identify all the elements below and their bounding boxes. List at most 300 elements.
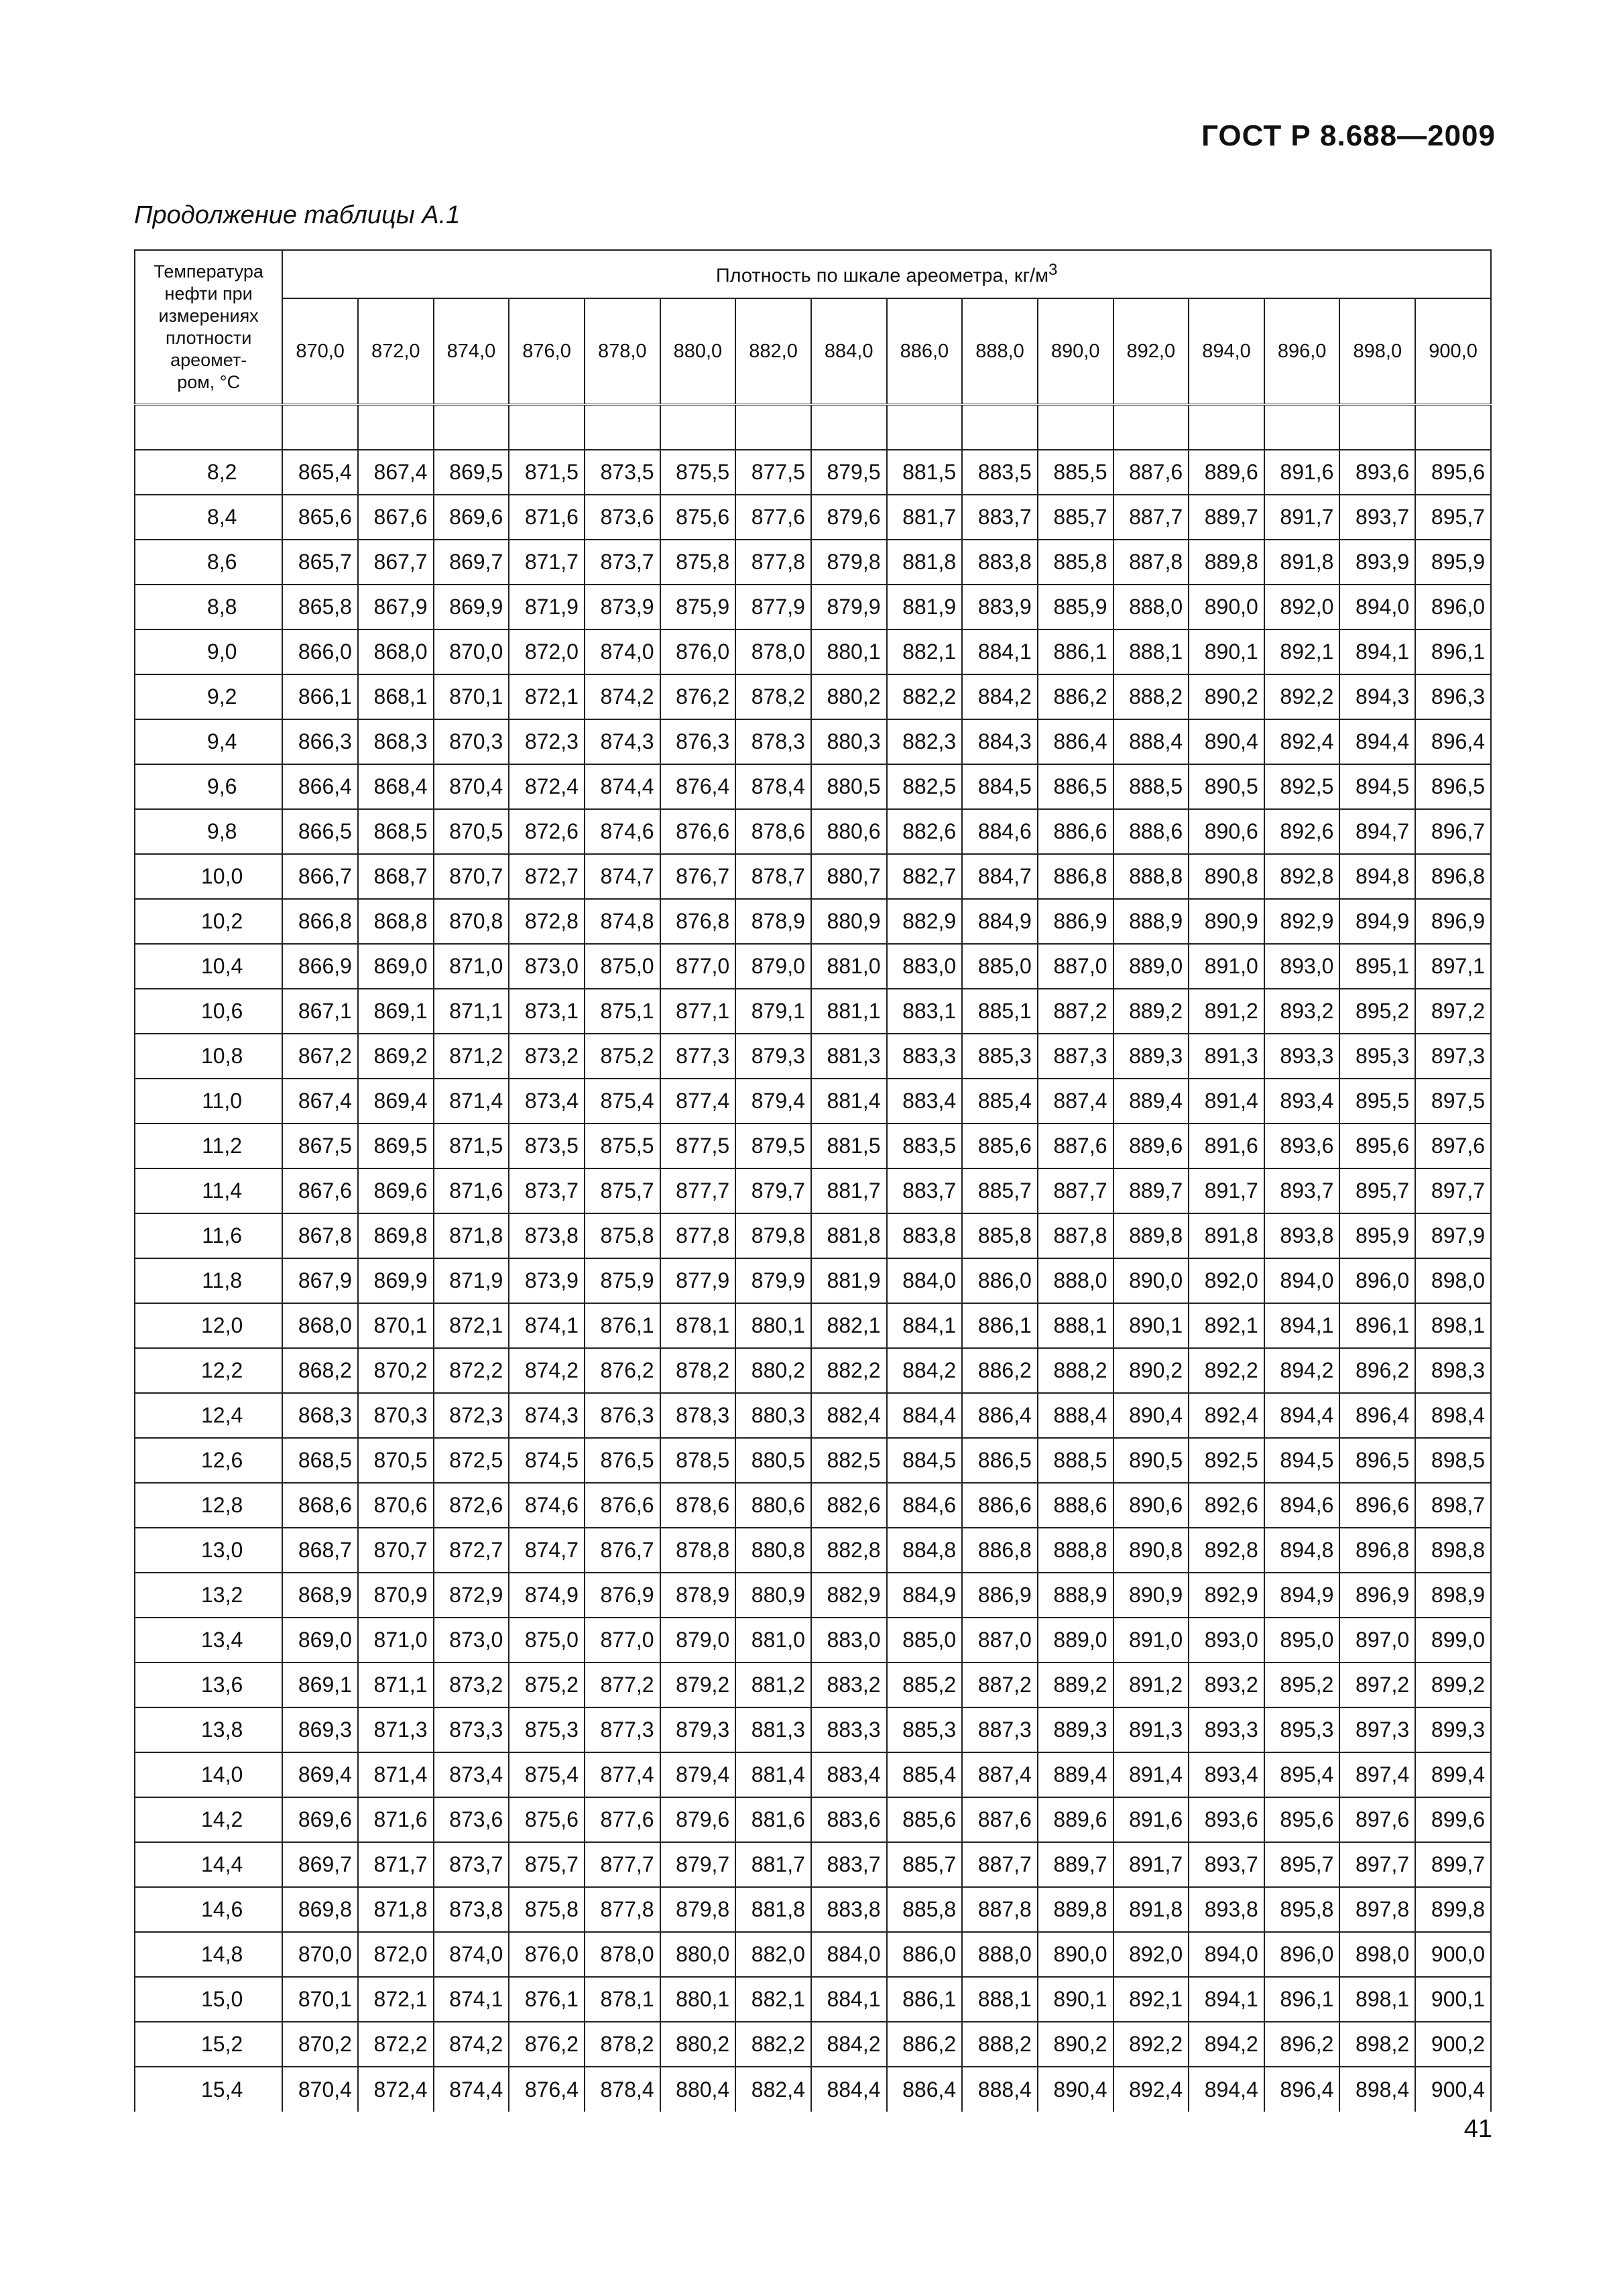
density-cell: 882,6 (811, 1483, 887, 1528)
density-cell: 877,4 (585, 1752, 660, 1797)
density-cell: 869,6 (434, 495, 509, 540)
density-cell: 878,9 (735, 899, 811, 944)
density-cell: 887,0 (1038, 944, 1114, 989)
density-cell: 891,6 (1114, 1797, 1189, 1842)
table-row (135, 854, 1491, 899)
density-cell: 884,1 (811, 1977, 887, 2022)
temp-header-line: ром, °С (177, 372, 241, 392)
temperature-cell: 11,0 (135, 1079, 282, 1124)
density-cell: 895,7 (1339, 1168, 1415, 1213)
density-cell: 870,3 (358, 1393, 434, 1438)
density-cell: 867,1 (282, 989, 358, 1034)
density-cell: 890,6 (1114, 1483, 1189, 1528)
table-row (135, 1483, 1491, 1528)
density-cell: 881,7 (811, 1168, 887, 1213)
density-cell: 889,2 (1114, 989, 1189, 1034)
density-cell: 876,2 (660, 674, 736, 719)
density-cell: 871,6 (358, 1797, 434, 1842)
density-cell: 886,4 (1038, 719, 1114, 764)
density-cell: 895,2 (1339, 989, 1415, 1034)
density-column-header: 870,0 (282, 298, 358, 405)
density-cell: 872,4 (509, 764, 585, 809)
density-cell: 880,2 (660, 2022, 736, 2067)
density-cell: 875,4 (509, 1752, 585, 1797)
density-cell: 873,2 (434, 1663, 509, 1707)
density-cell: 872,2 (358, 2022, 434, 2067)
density-cell: 875,9 (585, 1258, 660, 1303)
density-cell: 888,0 (1038, 1258, 1114, 1303)
temperature-cell: 9,2 (135, 674, 282, 719)
density-cell: 895,0 (1264, 1618, 1340, 1663)
density-cell: 875,8 (660, 540, 736, 585)
density-cell: 884,8 (887, 1528, 963, 1573)
density-cell: 873,4 (509, 1079, 585, 1124)
density-cell: 887,6 (962, 1797, 1038, 1842)
density-cell: 871,3 (358, 1707, 434, 1752)
density-cell: 873,8 (434, 1887, 509, 1932)
density-cell: 871,1 (358, 1663, 434, 1707)
density-cell: 892,9 (1264, 899, 1340, 944)
density-cell: 885,2 (887, 1663, 963, 1707)
density-cell: 898,0 (1339, 1932, 1415, 1977)
density-cell: 870,5 (358, 1438, 434, 1483)
density-cell: 871,9 (434, 1258, 509, 1303)
temp-header-line: ареомет- (170, 350, 247, 370)
table-row (135, 719, 1491, 764)
density-cell: 865,6 (282, 495, 358, 540)
density-column-header: 880,0 (660, 298, 736, 405)
density-cell: 884,7 (962, 854, 1038, 899)
density-cell: 873,6 (585, 495, 660, 540)
table-row (135, 1752, 1491, 1797)
density-cell: 880,3 (735, 1393, 811, 1438)
density-cell: 896,8 (1415, 854, 1491, 899)
density-cell: 883,4 (887, 1079, 963, 1124)
density-cell: 882,6 (887, 809, 963, 854)
density-cell: 866,5 (282, 809, 358, 854)
density-cell: 870,0 (434, 629, 509, 674)
density-cell: 886,6 (1038, 809, 1114, 854)
density-cell: 897,3 (1339, 1707, 1415, 1752)
density-cell: 892,0 (1114, 1932, 1189, 1977)
density-cell: 890,9 (1189, 899, 1264, 944)
density-cell: 896,4 (1415, 719, 1491, 764)
density-group-header (282, 250, 1491, 298)
density-cell: 892,1 (1189, 1303, 1264, 1348)
density-cell: 875,7 (509, 1842, 585, 1887)
density-cell: 886,1 (1038, 629, 1114, 674)
density-cell: 896,1 (1339, 1303, 1415, 1348)
density-cell: 892,8 (1264, 854, 1340, 899)
density-cell: 888,4 (1114, 719, 1189, 764)
header-separator-cell (1189, 405, 1264, 450)
density-cell: 881,0 (811, 944, 887, 989)
density-cell: 897,2 (1415, 989, 1491, 1034)
density-cell: 887,8 (962, 1887, 1038, 1932)
table-row (135, 1887, 1491, 1932)
density-cell: 895,5 (1339, 1079, 1415, 1124)
density-cell: 880,6 (735, 1483, 811, 1528)
density-cell: 882,9 (811, 1573, 887, 1618)
table-row (135, 1707, 1491, 1752)
density-column-header: 882,0 (735, 298, 811, 405)
density-cell: 879,4 (735, 1079, 811, 1124)
density-cell: 867,9 (282, 1258, 358, 1303)
density-cell: 875,3 (509, 1707, 585, 1752)
density-cell: 883,6 (811, 1797, 887, 1842)
density-cell: 883,8 (811, 1887, 887, 1932)
density-cell: 894,4 (1264, 1393, 1340, 1438)
density-cell: 892,5 (1264, 764, 1340, 809)
density-cell: 869,4 (282, 1752, 358, 1797)
density-cell: 883,7 (887, 1168, 963, 1213)
density-cell: 891,6 (1264, 450, 1340, 495)
density-cell: 887,3 (962, 1707, 1038, 1752)
density-cell: 867,5 (282, 1124, 358, 1168)
density-cell: 866,0 (282, 629, 358, 674)
density-cell: 896,0 (1415, 585, 1491, 629)
density-cell: 895,7 (1415, 495, 1491, 540)
density-cell: 894,7 (1339, 809, 1415, 854)
density-cell: 895,6 (1415, 450, 1491, 495)
temperature-cell: 8,6 (135, 540, 282, 585)
density-cell: 899,2 (1415, 1663, 1491, 1707)
density-cell: 869,0 (358, 944, 434, 989)
header-separator-cell (585, 405, 660, 450)
density-cell: 881,7 (887, 495, 963, 540)
density-cell: 891,0 (1114, 1618, 1189, 1663)
density-cell: 890,2 (1114, 1348, 1189, 1393)
density-cell: 898,4 (1415, 1393, 1491, 1438)
density-cell: 885,8 (962, 1213, 1038, 1258)
table-row (135, 1348, 1491, 1393)
density-cell: 874,7 (509, 1528, 585, 1573)
density-cell: 891,4 (1189, 1079, 1264, 1124)
density-cell: 884,4 (811, 2067, 887, 2112)
density-cell: 871,6 (434, 1168, 509, 1213)
header-separator-cell (1264, 405, 1340, 450)
density-cell: 874,0 (434, 1932, 509, 1977)
density-cell: 884,2 (887, 1348, 963, 1393)
density-cell: 879,9 (735, 1258, 811, 1303)
header-separator-cell (811, 405, 887, 450)
density-cell: 868,2 (282, 1348, 358, 1393)
density-cell: 874,5 (509, 1438, 585, 1483)
density-cell: 894,0 (1339, 585, 1415, 629)
density-cell: 888,2 (1038, 1348, 1114, 1393)
density-cell: 891,6 (1189, 1124, 1264, 1168)
density-cell: 892,2 (1264, 674, 1340, 719)
density-cell: 890,1 (1038, 1977, 1114, 2022)
density-cell: 889,7 (1114, 1168, 1189, 1213)
density-cell: 881,4 (811, 1079, 887, 1124)
density-cell: 897,4 (1339, 1752, 1415, 1797)
table-row (135, 450, 1491, 495)
page-number: 41 (1463, 2115, 1492, 2143)
table-row (135, 764, 1491, 809)
density-cell: 869,7 (282, 1842, 358, 1887)
density-cell: 890,4 (1114, 1393, 1189, 1438)
density-cell: 877,0 (660, 944, 736, 989)
density-cell: 885,3 (962, 1034, 1038, 1079)
temperature-cell: 8,2 (135, 450, 282, 495)
density-cell: 877,8 (735, 540, 811, 585)
density-cell: 877,9 (660, 1258, 736, 1303)
density-cell: 870,4 (434, 764, 509, 809)
density-cell: 880,1 (660, 1977, 736, 2022)
header-separator-cell (1415, 405, 1491, 450)
density-cell: 893,2 (1264, 989, 1340, 1034)
density-cell: 894,4 (1189, 2067, 1264, 2112)
header-separator-cell (135, 405, 282, 450)
density-cell: 893,3 (1189, 1707, 1264, 1752)
table-row (135, 944, 1491, 989)
density-cell: 885,6 (962, 1124, 1038, 1168)
density-cell: 897,7 (1339, 1842, 1415, 1887)
density-cell: 886,6 (962, 1483, 1038, 1528)
density-cell: 865,8 (282, 585, 358, 629)
density-cell: 884,9 (962, 899, 1038, 944)
density-cell: 883,2 (811, 1663, 887, 1707)
density-cell: 867,8 (282, 1213, 358, 1258)
density-cell: 889,6 (1114, 1124, 1189, 1168)
density-cell: 874,2 (434, 2022, 509, 2067)
density-cell: 876,1 (585, 1303, 660, 1348)
density-cell: 888,9 (1038, 1573, 1114, 1618)
density-cell: 884,6 (962, 809, 1038, 854)
density-cell: 895,3 (1339, 1034, 1415, 1079)
density-cell: 879,3 (660, 1707, 736, 1752)
density-cell: 884,4 (887, 1393, 963, 1438)
density-cell: 899,3 (1415, 1707, 1491, 1752)
density-cell: 877,5 (735, 450, 811, 495)
temperature-cell: 15,0 (135, 1977, 282, 2022)
header-separator-cell (1038, 405, 1114, 450)
density-cell: 888,5 (1114, 764, 1189, 809)
density-cell: 885,9 (1038, 585, 1114, 629)
density-cell: 898,9 (1415, 1573, 1491, 1618)
density-cell: 881,6 (735, 1797, 811, 1842)
density-cell: 876,3 (660, 719, 736, 764)
temperature-cell: 14,8 (135, 1932, 282, 1977)
density-cell: 880,1 (811, 629, 887, 674)
density-cell: 887,3 (1038, 1034, 1114, 1079)
density-cell: 888,8 (1038, 1528, 1114, 1573)
table-row (135, 540, 1491, 585)
density-cell: 886,8 (1038, 854, 1114, 899)
density-cell: 892,0 (1189, 1258, 1264, 1303)
density-cell: 881,3 (735, 1707, 811, 1752)
header-separator-cell (887, 405, 963, 450)
density-cell: 882,7 (887, 854, 963, 899)
density-cell: 894,8 (1264, 1528, 1340, 1573)
density-cell: 882,2 (735, 2022, 811, 2067)
density-cell: 894,9 (1264, 1573, 1340, 1618)
density-cell: 887,2 (962, 1663, 1038, 1707)
density-cell: 873,4 (434, 1752, 509, 1797)
density-cell: 868,7 (358, 854, 434, 899)
density-cell: 896,2 (1264, 2022, 1340, 2067)
density-cell: 895,4 (1264, 1752, 1340, 1797)
density-cell: 873,7 (585, 540, 660, 585)
density-cell: 888,4 (962, 2067, 1038, 2112)
density-cell: 868,1 (358, 674, 434, 719)
table-row (135, 809, 1491, 854)
density-cell: 871,4 (358, 1752, 434, 1797)
density-cell: 876,3 (585, 1393, 660, 1438)
density-cell: 892,4 (1114, 2067, 1189, 2112)
density-cell: 878,9 (660, 1573, 736, 1618)
density-cell: 874,0 (585, 629, 660, 674)
density-cell: 875,2 (509, 1663, 585, 1707)
density-cell: 896,1 (1415, 629, 1491, 674)
density-cell: 895,7 (1264, 1842, 1340, 1887)
density-cell: 873,0 (434, 1618, 509, 1663)
density-cell: 880,9 (735, 1573, 811, 1618)
temperature-cell: 14,0 (135, 1752, 282, 1797)
table-row (135, 989, 1491, 1034)
density-cell: 882,1 (811, 1303, 887, 1348)
density-cell: 889,8 (1038, 1887, 1114, 1932)
density-cell: 887,8 (1114, 540, 1189, 585)
density-cell: 882,5 (811, 1438, 887, 1483)
density-cell: 873,8 (509, 1213, 585, 1258)
density-cell: 890,8 (1114, 1528, 1189, 1573)
temperature-cell: 9,0 (135, 629, 282, 674)
temp-header-line: нефти при (164, 284, 253, 304)
density-cell: 896,7 (1415, 809, 1491, 854)
density-cell: 872,6 (434, 1483, 509, 1528)
header-separator-cell (660, 405, 736, 450)
density-cell: 870,6 (358, 1483, 434, 1528)
density-cell: 888,1 (962, 1977, 1038, 2022)
density-cell: 897,8 (1339, 1887, 1415, 1932)
temperature-cell: 9,8 (135, 809, 282, 854)
density-cell: 888,6 (1038, 1483, 1114, 1528)
table-row (135, 1393, 1491, 1438)
density-cell: 896,5 (1339, 1438, 1415, 1483)
density-cell: 886,4 (962, 1393, 1038, 1438)
temperature-cell: 11,2 (135, 1124, 282, 1168)
density-cell: 894,4 (1339, 719, 1415, 764)
density-cell: 887,0 (962, 1618, 1038, 1663)
density-cell: 868,9 (282, 1573, 358, 1618)
density-cell: 891,7 (1264, 495, 1340, 540)
density-cell: 892,2 (1114, 2022, 1189, 2067)
density-cell: 869,1 (358, 989, 434, 1034)
density-cell: 873,9 (509, 1258, 585, 1303)
density-cell: 876,7 (585, 1528, 660, 1573)
density-cell: 874,1 (509, 1303, 585, 1348)
temperature-cell: 8,4 (135, 495, 282, 540)
density-cell: 882,5 (887, 764, 963, 809)
density-cell: 886,9 (962, 1573, 1038, 1618)
table-row (135, 629, 1491, 674)
density-cell: 881,8 (887, 540, 963, 585)
header-separator-cell (434, 405, 509, 450)
density-cell: 881,3 (811, 1034, 887, 1079)
density-cell: 871,1 (434, 989, 509, 1034)
density-cell: 869,8 (358, 1213, 434, 1258)
density-cell: 874,3 (585, 719, 660, 764)
density-cell: 883,7 (811, 1842, 887, 1887)
density-cell: 895,6 (1339, 1124, 1415, 1168)
density-cell: 876,7 (660, 854, 736, 899)
density-cell: 889,0 (1114, 944, 1189, 989)
density-cell: 886,5 (962, 1438, 1038, 1483)
density-cell: 877,5 (660, 1124, 736, 1168)
density-cell: 896,4 (1339, 1393, 1415, 1438)
density-cell: 893,0 (1264, 944, 1340, 989)
density-cell: 893,2 (1189, 1663, 1264, 1707)
density-cell: 890,0 (1038, 1932, 1114, 1977)
density-cell: 897,6 (1339, 1797, 1415, 1842)
density-cell: 869,1 (282, 1663, 358, 1707)
density-cell: 885,0 (962, 944, 1038, 989)
density-cell: 890,6 (1189, 809, 1264, 854)
density-cell: 870,5 (434, 809, 509, 854)
density-cell: 877,0 (585, 1618, 660, 1663)
density-cell: 896,6 (1339, 1483, 1415, 1528)
density-cell: 894,6 (1264, 1483, 1340, 1528)
density-cell: 869,9 (358, 1258, 434, 1303)
density-cell: 869,6 (282, 1797, 358, 1842)
density-cell: 899,0 (1415, 1618, 1491, 1663)
density-cell: 870,8 (434, 899, 509, 944)
table-row (135, 1663, 1491, 1707)
density-cell: 888,5 (1038, 1438, 1114, 1483)
density-cell: 899,6 (1415, 1797, 1491, 1842)
table-row (135, 1842, 1491, 1887)
density-cell: 897,6 (1415, 1124, 1491, 1168)
density-cell: 865,4 (282, 450, 358, 495)
density-cell: 872,0 (509, 629, 585, 674)
density-cell: 898,2 (1339, 2022, 1415, 2067)
temperature-cell: 12,4 (135, 1393, 282, 1438)
density-cell: 890,9 (1114, 1573, 1189, 1618)
density-cell: 882,2 (811, 1348, 887, 1393)
density-cell: 872,3 (434, 1393, 509, 1438)
density-cell: 883,9 (962, 585, 1038, 629)
density-cell: 872,3 (509, 719, 585, 764)
density-cell: 882,9 (887, 899, 963, 944)
density-cell: 875,8 (585, 1213, 660, 1258)
density-cell: 875,6 (660, 495, 736, 540)
density-cell: 884,1 (887, 1303, 963, 1348)
density-cell: 876,2 (509, 2022, 585, 2067)
density-cell: 874,7 (585, 854, 660, 899)
temperature-cell: 11,8 (135, 1258, 282, 1303)
density-cell: 898,0 (1415, 1258, 1491, 1303)
density-cell: 883,3 (811, 1707, 887, 1752)
density-cell: 891,4 (1114, 1752, 1189, 1797)
density-cell: 874,1 (434, 1977, 509, 2022)
density-column-header: 888,0 (962, 298, 1038, 405)
density-cell: 890,8 (1189, 854, 1264, 899)
density-cell: 872,5 (434, 1438, 509, 1483)
density-cell: 874,4 (434, 2067, 509, 2112)
density-cell: 884,2 (962, 674, 1038, 719)
temperature-cell: 12,2 (135, 1348, 282, 1393)
density-cell: 895,8 (1264, 1887, 1340, 1932)
density-cell: 876,4 (660, 764, 736, 809)
density-cell: 890,2 (1189, 674, 1264, 719)
density-cell: 889,2 (1038, 1663, 1114, 1707)
density-cell: 892,9 (1189, 1573, 1264, 1618)
density-table (134, 249, 1492, 2112)
density-cell: 866,1 (282, 674, 358, 719)
density-cell: 886,5 (1038, 764, 1114, 809)
